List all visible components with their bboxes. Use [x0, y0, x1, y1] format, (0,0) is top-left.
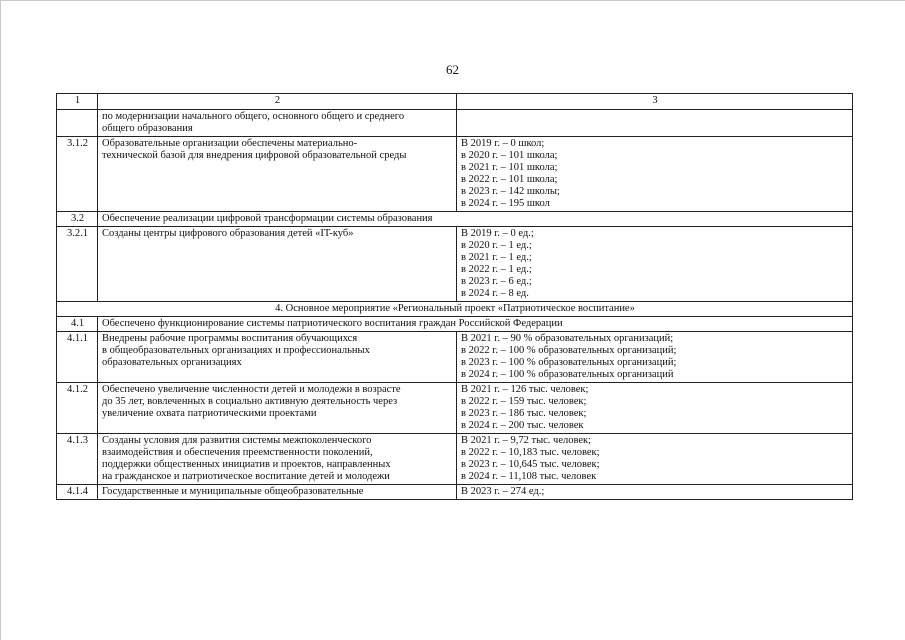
target-value-line: в 2023 г. – 10,645 тыс. человек; — [461, 459, 600, 470]
description-line: Созданы центры цифрового образования детей «IT-куб» — [102, 228, 354, 239]
table-row — [57, 383, 853, 434]
description-line: увеличение охвата патриотическими проектами — [102, 408, 317, 419]
section-row — [57, 302, 853, 317]
target-value-line: в 2022 г. – 10,183 тыс. человек; — [461, 447, 600, 458]
description-line: Обеспечение реализации цифровой трансформации системы образования — [102, 213, 433, 224]
target-value-line: В 2021 г. – 90 % образовательных организаций; — [461, 333, 674, 344]
scan-edge-top — [0, 0, 905, 1]
table-row — [57, 137, 853, 212]
table-row — [57, 332, 853, 383]
target-value-line: В 2019 г. – 0 школ; — [461, 138, 545, 149]
description-line: по модернизации начального общего, основного общего и среднего — [102, 111, 405, 122]
header-cell-2: 2 — [98, 94, 457, 110]
item-target-values — [457, 332, 853, 383]
target-value-line: в 2022 г. – 100 % образовательных организаций; — [461, 345, 677, 356]
item-number: 4.1.2 — [57, 383, 98, 434]
target-value-line: В 2023 г. – 274 ед.; — [461, 486, 545, 497]
target-value-line: в 2022 г. – 159 тыс. человек; — [461, 396, 587, 407]
item-description — [98, 227, 457, 302]
table-row — [57, 212, 853, 227]
item-target-values — [457, 137, 853, 212]
item-number: 3.2.1 — [57, 227, 98, 302]
page-number: 62 — [446, 62, 459, 77]
description-line: на гражданское и патриотическое воспитание детей и молодежи — [102, 471, 390, 482]
scan-edge-left — [0, 0, 1, 640]
description-line: технической базой для внедрения цифровой образовательной среды — [102, 150, 407, 161]
target-value-line: В 2019 г. – 0 ед.; — [461, 228, 534, 239]
item-description — [98, 332, 457, 383]
table-row — [57, 110, 853, 137]
item-number: 4.1.4 — [57, 485, 98, 500]
header-cell-1: 1 — [57, 94, 98, 110]
item-target-values — [457, 227, 853, 302]
item-description — [98, 383, 457, 434]
table-row — [57, 227, 853, 302]
target-value-line: в 2023 г. – 142 школы; — [461, 186, 560, 197]
item-description — [98, 110, 457, 137]
target-value-line: в 2021 г. – 1 ед.; — [461, 252, 532, 263]
item-target-values — [457, 485, 853, 500]
target-value-line: в 2020 г. – 1 ед.; — [461, 240, 532, 251]
description-line: до 35 лет, вовлеченных в социально активную деятельность через — [102, 396, 398, 407]
description-line: образовательных организациях — [102, 357, 242, 368]
item-number: 4.1 — [57, 317, 98, 332]
target-value-line: В 2021 г. – 126 тыс. человек; — [461, 384, 589, 395]
description-line: Образовательные организации обеспечены материально- — [102, 138, 358, 149]
item-number: 3.2 — [57, 212, 98, 227]
item-target-values — [457, 110, 853, 137]
description-line: общего образования — [102, 123, 193, 134]
target-value-line: в 2024 г. – 100 % образовательных организаций — [461, 369, 674, 380]
item-number: 4.1.1 — [57, 332, 98, 383]
target-value-line: в 2021 г. – 101 школа; — [461, 162, 558, 173]
item-description — [98, 434, 457, 485]
description-line: Внедрены рабочие программы воспитания обучающихся — [102, 333, 358, 344]
item-description — [98, 317, 853, 332]
description-line: Государственные и муниципальные общеобразовательные — [102, 486, 364, 497]
description-line: Обеспечено увеличение численности детей и молодежи в возрасте — [102, 384, 401, 395]
header-row — [57, 94, 853, 110]
target-value-line: в 2024 г. – 195 школ — [461, 198, 550, 209]
item-description — [98, 212, 853, 227]
target-value-line: в 2023 г. – 6 ед.; — [461, 276, 532, 287]
header-cell-3: 3 — [457, 94, 853, 110]
description-line: Обеспечено функционирование системы патриотического воспитания граждан Российской Федерации — [102, 318, 563, 329]
item-description — [98, 485, 457, 500]
table-row — [57, 485, 853, 500]
section-title: 4. Основное мероприятие «Региональный проект «Патриотическое воспитание» — [57, 302, 853, 317]
item-description — [98, 137, 457, 212]
target-value-line: в 2023 г. – 100 % образовательных организаций; — [461, 357, 677, 368]
target-value-line: в 2024 г. – 200 тыс. человек — [461, 420, 584, 431]
table-row — [57, 317, 853, 332]
target-value-line: в 2020 г. – 101 школа; — [461, 150, 558, 161]
target-value-line: в 2022 г. – 101 школа; — [461, 174, 558, 185]
description-line: взаимодействия и обеспечения преемственности поколений, — [102, 447, 373, 458]
target-value-line: в 2024 г. – 11,108 тыс. человек — [461, 471, 597, 482]
item-number: 3.1.2 — [57, 137, 98, 212]
target-value-line: в 2023 г. – 186 тыс. человек; — [461, 408, 587, 419]
item-target-values — [457, 434, 853, 485]
measures-table — [56, 93, 853, 500]
target-value-line: В 2021 г. – 9,72 тыс. человек; — [461, 435, 592, 446]
table-row — [57, 434, 853, 485]
description-line: в общеобразовательных организациях и профессиональных — [102, 345, 370, 356]
item-number: 4.1.3 — [57, 434, 98, 485]
item-target-values — [457, 383, 853, 434]
description-line: поддержки общественных инициатив и проектов, направленных — [102, 459, 391, 470]
item-number — [57, 110, 98, 137]
target-value-line: в 2022 г. – 1 ед.; — [461, 264, 532, 275]
target-value-line: в 2024 г. – 8 ед. — [461, 288, 529, 299]
description-line: Созданы условия для развития системы межпоколенческого — [102, 435, 372, 446]
